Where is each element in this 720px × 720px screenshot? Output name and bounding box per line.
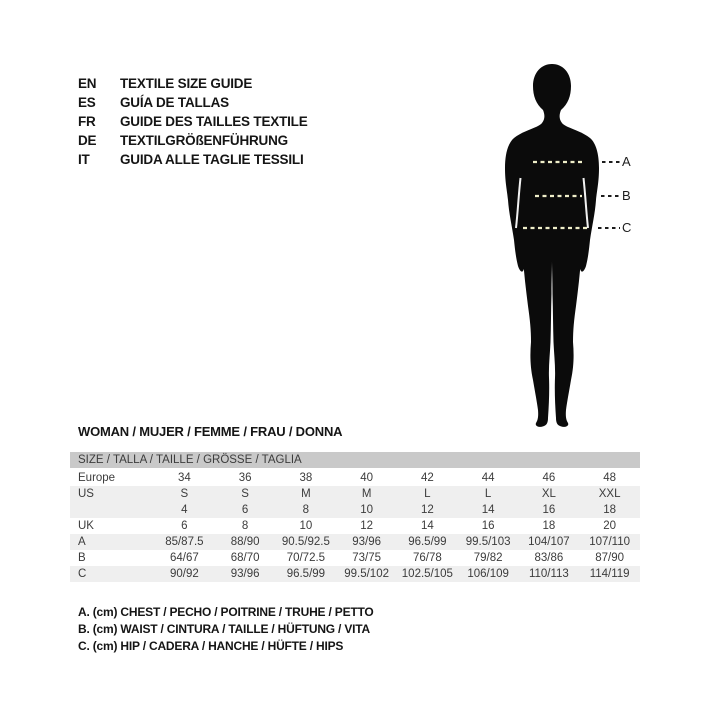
size-cell: 90/92 [169, 568, 199, 580]
woman-silhouette [505, 64, 599, 427]
table-row [70, 486, 640, 502]
size-cell: 90.5/92.5 [281, 536, 330, 548]
guide-title: GUIDE DES TAILLES TEXTILE [120, 114, 308, 129]
size-cell: 4 [181, 504, 188, 516]
size-cell: 99.5/102 [344, 568, 389, 580]
size-cell: 48 [603, 472, 617, 484]
size-cell: 14 [481, 504, 495, 516]
guide-title: TEXTILE SIZE GUIDE [120, 76, 253, 91]
size-cell: 96.5/99 [286, 568, 326, 580]
size-cell: 42 [420, 472, 434, 484]
size-cell: L [484, 488, 492, 500]
size-cell: 68/70 [230, 552, 260, 564]
woman-silhouette-figure [490, 58, 640, 433]
size-table [70, 452, 640, 582]
size-cell: 102.5/105 [401, 568, 453, 580]
size-cell: 107/110 [589, 536, 630, 548]
language-code: EN [78, 76, 97, 91]
size-cell: 16 [542, 504, 556, 516]
language-row-it [78, 150, 308, 169]
size-cell: 8 [302, 504, 310, 516]
size-cell: 14 [420, 520, 434, 532]
legend-hip: C. (cm) HIP / CADERA / HANCHE / HÜFTE / HIPS [78, 639, 344, 653]
row-label: B [78, 552, 86, 564]
table-row [70, 518, 640, 534]
size-table-body [70, 470, 640, 582]
language-code: FR [78, 114, 96, 129]
size-cell: 76/78 [412, 552, 442, 564]
size-cell: 73/75 [352, 552, 382, 564]
section-title-woman: WOMAN / MUJER / FEMME / FRAU / DONNA [78, 424, 343, 439]
size-cell: M [301, 488, 311, 500]
size-cell: 34 [177, 472, 191, 484]
size-cell: 10 [360, 504, 374, 516]
table-row [70, 550, 640, 566]
size-cell: 70/72.5 [286, 552, 326, 564]
table-row [70, 566, 640, 582]
guide-title: GUÍA DE TALLAS [120, 95, 229, 110]
size-cell: 85/87.5 [165, 536, 204, 548]
marker-label-chest: A [622, 154, 631, 169]
size-cell: 46 [542, 472, 556, 484]
size-cell: 36 [238, 472, 252, 484]
language-row-en [78, 74, 308, 93]
size-cell: 16 [481, 520, 495, 532]
row-label [70, 502, 154, 518]
size-cell: 106/109 [467, 568, 509, 580]
size-cell: 44 [481, 472, 495, 484]
size-cell: 18 [603, 504, 617, 516]
language-code: ES [78, 95, 96, 110]
table-row [70, 502, 640, 518]
guide-title: TEXTILGRÖßENFÜHRUNG [120, 133, 288, 148]
language-code: IT [78, 152, 90, 167]
size-cell: 83/86 [534, 552, 564, 564]
size-cell: 10 [299, 520, 313, 532]
row-label: US [78, 488, 94, 500]
language-code: DE [78, 133, 97, 148]
size-cell: 104/107 [528, 536, 570, 548]
marker-label-waist: B [622, 188, 631, 203]
size-cell: 20 [603, 520, 617, 532]
size-table-header: SIZE / TALLA / TAILLE / GRÖSSE / TAGLIA [70, 452, 640, 468]
size-table-grid [70, 470, 640, 582]
size-cell: 6 [181, 520, 188, 532]
language-row-de [78, 131, 308, 150]
row-label: Europe [78, 472, 116, 484]
size-cell: 64/67 [169, 552, 199, 564]
size-cell: S [180, 488, 189, 500]
language-row-fr [78, 112, 308, 131]
size-cell: 12 [420, 504, 434, 516]
table-row [70, 534, 640, 550]
guide-title: GUIDA ALLE TAGLIE TESSILI [120, 152, 304, 167]
size-cell: 40 [360, 472, 374, 484]
language-row-es [78, 93, 308, 112]
row-label: A [78, 536, 86, 548]
marker-label-hip: C [622, 220, 632, 235]
size-cell: 8 [241, 520, 249, 532]
size-cell: 99.5/103 [465, 536, 511, 548]
table-row [70, 470, 640, 486]
size-cell: 18 [542, 520, 556, 532]
size-cell: 114/119 [589, 568, 630, 580]
size-cell: 12 [360, 520, 374, 532]
size-cell: 38 [299, 472, 313, 484]
size-cell: XXL [598, 488, 621, 500]
size-cell: 110/113 [528, 568, 569, 580]
size-cell: 88/90 [230, 536, 260, 548]
legend-waist: B. (cm) WAIST / CINTURA / TAILLE / HÜFTUNG / VITA [78, 622, 370, 636]
size-cell: M [361, 488, 372, 500]
size-cell: S [241, 488, 249, 500]
size-cell: 87/90 [595, 552, 625, 564]
size-cell: L [424, 488, 431, 500]
size-cell: 6 [241, 504, 249, 516]
row-label: UK [78, 520, 94, 532]
size-cell: XL [541, 488, 556, 500]
size-cell: 79/82 [473, 552, 503, 564]
measurement-legend [78, 604, 374, 655]
row-label: C [78, 568, 87, 580]
size-cell: 96.5/99 [408, 536, 447, 548]
size-cell: 93/96 [230, 568, 260, 580]
legend-chest: A. (cm) CHEST / PECHO / POITRINE / TRUHE / PETTO [78, 605, 374, 619]
size-cell: 93/96 [352, 536, 382, 548]
language-title-list [78, 74, 308, 169]
